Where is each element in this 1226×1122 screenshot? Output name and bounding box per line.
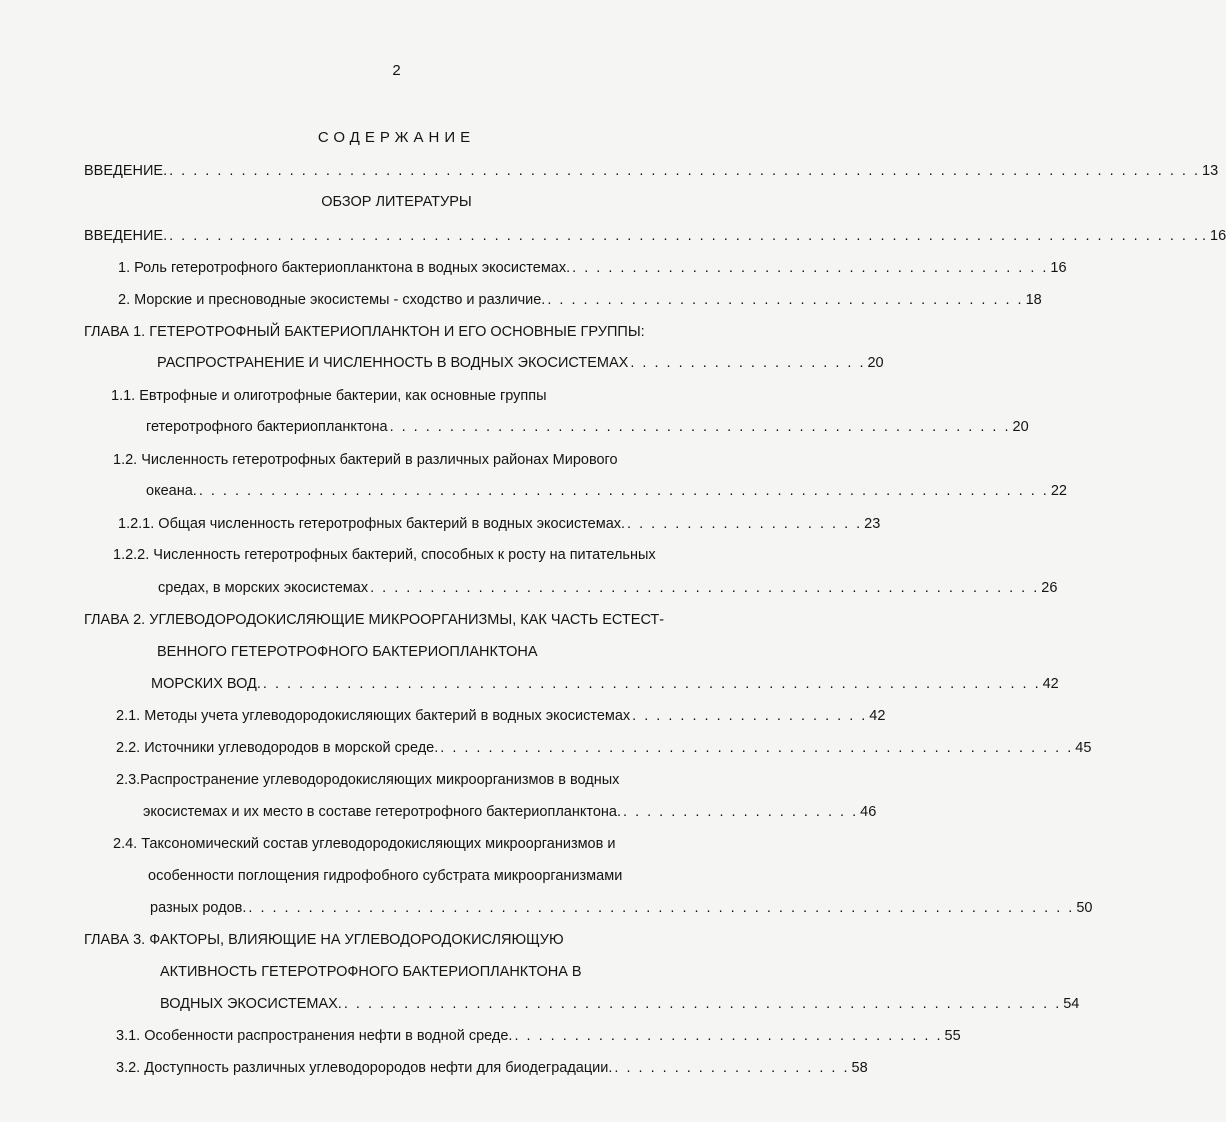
leader-dots: . . . . . . . . . . . . . . . . . . . . . . . . . . . . . . . . . . . . . . . . . . . . . . . . . . . . . . . . . . . . . . . . . (262, 676, 1041, 692)
toc-entry (116, 1026, 961, 1046)
toc-entry-label: ВВЕДЕНИЕ. (84, 228, 168, 244)
toc-entry-page: 26 (1041, 580, 1058, 596)
toc-entry-label: экосистемах и их место в составе гетеротрофного бактериопланктона. (143, 804, 622, 820)
toc-entry-page: 22 (1050, 483, 1067, 499)
toc-entry (118, 514, 881, 534)
toc-entry-page: 54 (1063, 996, 1080, 1012)
toc-entry (146, 417, 1029, 437)
toc-entry-page: 45 (1075, 740, 1092, 756)
leader-dots: . . . . . . . . . . . . . . . . . . . . . . . . . . . . . . . . . . . . . . . . . . . . . . . . . . . . . . . . (370, 580, 1040, 596)
leader-dots: . . . . . . . . . . . . . . . . . . . . (632, 708, 868, 724)
toc-entry-line: 1.2.2. Численность гетеротрофных бактерий, способных к росту на питательных (113, 547, 656, 563)
leader-dots: . . . . . . . . . . . . . . . . . . . . . . . . . . . . . . . . . . . . . . . . . . . . . . . . . . . . . . . . . . . . . . . . . . . . . . . . . . . . . . . . . . . . . . (169, 163, 1200, 179)
toc-section-heading: ОБЗОР ЛИТЕРАТУРЫ (321, 194, 472, 210)
toc-entry-label: РАСПРОСТРАНЕНИЕ И ЧИСЛЕННОСТЬ В ВОДНЫХ ЭКОСИСТЕМАХ (157, 355, 629, 371)
toc-entry (118, 258, 1067, 278)
toc-entry-page: 20 (1012, 419, 1029, 435)
toc-entry (157, 353, 884, 373)
toc-chapter-heading: ВЕННОГО ГЕТЕРОТРОФНОГО БАКТЕРИОПЛАНКТОНА (157, 644, 538, 660)
toc-entry-page: 13 (1202, 163, 1219, 179)
toc-title: СОДЕРЖАНИЕ (317, 129, 476, 146)
toc-entry-intro-review (84, 226, 1226, 246)
toc-entry-page: 23 (864, 516, 881, 532)
toc-entry-label: 2.2. Источники углеводородов в морской среде. (116, 740, 439, 756)
page-number: 2 (392, 62, 401, 79)
leader-dots: . . . . . . . . . . . . . . . . . . . . . . . . . . . . . . . . . . . . . . . . (572, 260, 1049, 276)
toc-entry-label: гетеротрофного бактериопланктона (146, 419, 388, 435)
toc-entry-label: 2. Морские и пресноводные экосистемы - сходство и различие. (118, 292, 546, 308)
toc-entry (116, 1058, 868, 1078)
toc-entry-label: средах, в морских экосистемах (158, 580, 369, 596)
toc-entry-label: 1.2.1. Общая численность гетеротрофных бактерий в водных экосистемах. (118, 516, 626, 532)
leader-dots: . . . . . . . . . . . . . . . . . . . . . . . . . . . . . . . . . . . . . . . . . . . . . . . . . . . . . . . . . . . . . . . . . . . . . (248, 900, 1075, 916)
leader-dots: . . . . . . . . . . . . . . . . . . . . . . . . . . . . . . . . . . . . . . . . . . . . . . . . . . . . . . . . . . . . . . . . . . . . . . . (198, 483, 1049, 499)
leader-dots: . . . . . . . . . . . . . . . . . . . . (630, 355, 866, 371)
toc-entry-intro (84, 161, 1219, 181)
leader-dots: . . . . . . . . . . . . . . . . . . . . . . . . . . . . . . . . . . . . . . . . . . . . . . . . . . . . . . . . . . . . (343, 996, 1062, 1012)
leader-dots: . . . . . . . . . . . . . . . . . . . . . . . . . . . . . . . . . . . . (514, 1028, 943, 1044)
leader-dots: . . . . . . . . . . . . . . . . . . . . . . . . . . . . . . . . . . . . . . . . . . . . . . . . . . . . (389, 419, 1011, 435)
toc-entry-page: 55 (944, 1028, 961, 1044)
toc-entry-label: 2.1. Методы учета углеводородокисляющих бактерий в водных экосистемах (116, 708, 631, 724)
toc-entry-page: 46 (860, 804, 877, 820)
leader-dots: . . . . . . . . . . . . . . . . . . . . . . . . . . . . . . . . . . . . . . . . . . . . . . . . . . . . . . . . . . . . . . . . . . . . . . . . . . . . . . . . . . . . . . (169, 228, 1200, 244)
toc-entry-line: 1.2. Численность гетеротрофных бактерий в различных районах Мирового (113, 452, 618, 468)
toc-entry-page: 16 (1050, 260, 1067, 276)
leader-dots: . . . . . . . . . . . . . . . . . . . . . . . . . . . . . . . . . . . . . . . . (547, 292, 1024, 308)
toc-entry (150, 898, 1093, 918)
toc-entry-label: ВОДНЫХ ЭКОСИСТЕМАХ. (160, 996, 342, 1012)
toc-entry (116, 706, 886, 726)
toc-entry-label: 1. Роль гетеротрофного бактериопланктона в водных экосистемах. (118, 260, 571, 276)
toc-entry-line: 2.3.Распространение углеводородокисляющих микроорганизмов в водных (116, 772, 620, 788)
toc-entry-label: 3.2. Доступность различных углеводорородов нефти для биодеградации. (116, 1060, 613, 1076)
toc-entry-line: 2.4. Таксономический состав углеводородокисляющих микроорганизмов и (113, 836, 616, 852)
leader-dots: . . . . . . . . . . . . . . . . . . . . (614, 1060, 850, 1076)
toc-entry-label: океана. (146, 483, 197, 499)
toc-entry-line: особенности поглощения гидрофобного субстрата микроорганизмами (148, 868, 623, 884)
leader-dots: . . . . . . . . . . . . . . . . . . . . (627, 516, 863, 532)
toc-chapter-heading: ГЛАВА 2. УГЛЕВОДОРОДОКИСЛЯЮЩИЕ МИКРООРГАНИЗМЫ, КАК ЧАСТЬ ЕСТЕСТ- (84, 612, 665, 628)
toc-chapter-heading: ГЛАВА 3. ФАКТОРЫ, ВЛИЯЮЩИЕ НА УГЛЕВОДОРОДОКИСЛЯЮЩУЮ (84, 932, 564, 948)
toc-entry (158, 578, 1058, 598)
toc-chapter-heading: ГЛАВА 1. ГЕТЕРОТРОФНЫЙ БАКТЕРИОПЛАНКТОН И ЕГО ОСНОВНЫЕ ГРУППЫ: (84, 324, 645, 340)
toc-entry (143, 802, 877, 822)
toc-entry-label: ВВЕДЕНИЕ. (84, 163, 168, 179)
toc-entry (146, 481, 1067, 501)
leader-dots: . . . . . . . . . . . . . . . . . . . . (623, 804, 859, 820)
toc-entry-page: 18 (1025, 292, 1042, 308)
toc-entry-page: 50 (1076, 900, 1093, 916)
toc-entry-label: 3.1. Особенности распространения нефти в водной среде. (116, 1028, 513, 1044)
toc-entry (160, 994, 1080, 1014)
toc-entry-page: . 16 (1202, 228, 1226, 244)
toc-chapter-heading: АКТИВНОСТЬ ГЕТЕРОТРОФНОГО БАКТЕРИОПЛАНКТОНА В (160, 964, 582, 980)
toc-entry (151, 674, 1059, 694)
leader-dots: . . . . . . . . . . . . . . . . . . . . . . . . . . . . . . . . . . . . . . . . . . . . . . . . . . . . . (440, 740, 1074, 756)
toc-entry (118, 290, 1042, 310)
toc-entry-label: разных родов. (150, 900, 247, 916)
toc-entry (116, 738, 1092, 758)
toc-entry-label: МОРСКИХ ВОД. (151, 676, 261, 692)
toc-entry-page: 42 (1042, 676, 1059, 692)
toc-entry-page: 42 (869, 708, 886, 724)
toc-entry-page: 20 (867, 355, 884, 371)
toc-entry-page: 58 (851, 1060, 868, 1076)
toc-entry-line: 1.1. Евтрофные и олиготрофные бактерии, как основные группы (111, 388, 547, 404)
